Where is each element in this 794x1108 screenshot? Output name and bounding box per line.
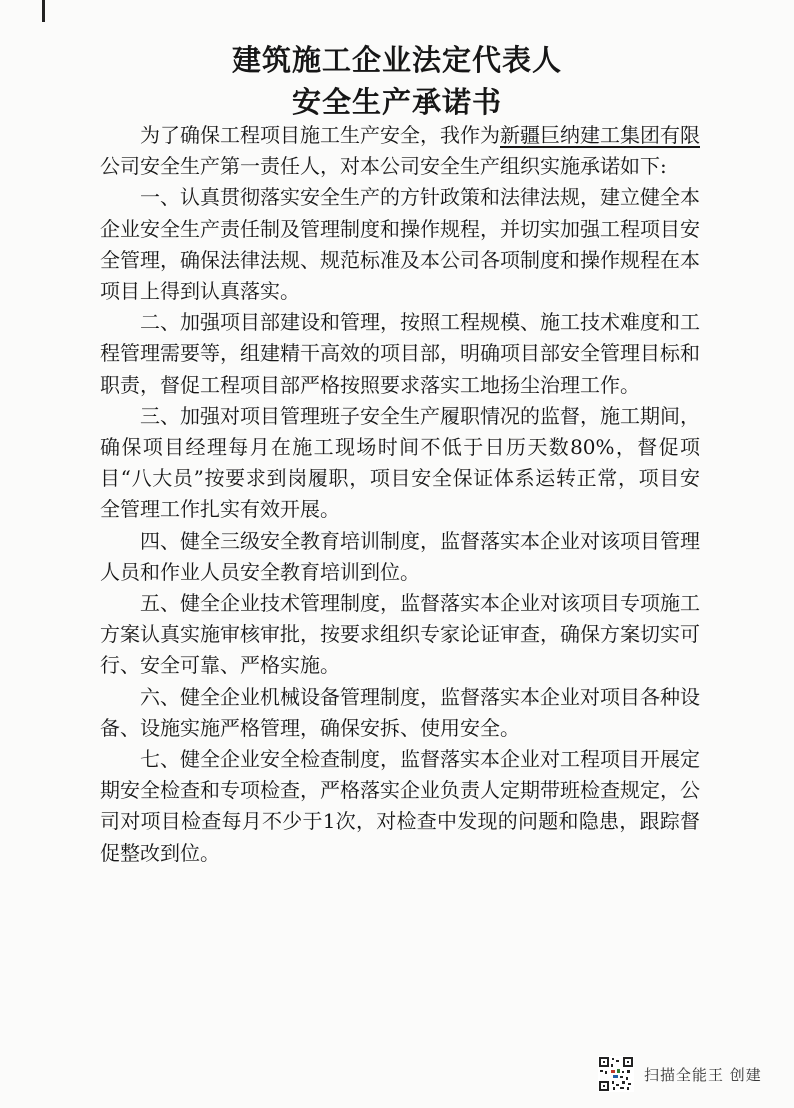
intro-before: 为了确保工程项目施工生产安全，我作为 xyxy=(140,123,500,147)
qr-code-icon xyxy=(598,1056,634,1092)
intro-paragraph xyxy=(100,120,700,182)
document-body xyxy=(100,120,700,869)
commitment-item-1: 一、认真贯彻落实安全生产的方针政策和法律法规，建立健全本企业安全生产责任制及管理制度和操作规程，并切实加强工程项目安全管理，确保法律法规、规范标准及本公司各项制度和操作规程在本项目上得到认真落实。 xyxy=(100,185,700,304)
commitment-item-2: 二、加强项目部建设和管理，按照工程规模、施工技术难度和工程管理需要等，组建精干高效的项目部，明确项目部安全管理目标和职责，督促工程项目部严格按照要求落实工地扬尘治理工作。 xyxy=(100,310,700,397)
commitment-item-3: 三、加强对项目管理班子安全生产履职情况的监督，施工期间，确保项目经理每月在施工现场时间不低于日历天数80%，督促项目“八大员”按要求到岗履职，项目安全保证体系运转正常，项目安全管理工作扎实有效开展。 xyxy=(100,403,700,522)
document-title-line-2: 安全生产承诺书 xyxy=(291,85,502,119)
intro-after: 公司安全生产第一责任人，对本公司安全生产组织实施承诺如下: xyxy=(100,154,667,179)
commitment-item-7: 七、健全企业安全检查制度，监督落实本企业对工程项目开展定期安全检查和专项检查，严格落实企业负责人定期带班检查规定，公司对项目检查每月不少于1次，对检查中发现的问题和隐患，跟踪督促整改到位。 xyxy=(100,747,700,865)
company-name: 新疆巨纳建工集团有限 xyxy=(500,123,700,147)
scanner-watermark xyxy=(598,1054,762,1094)
commitment-item-5: 五、健全企业技术管理制度，监督落实本企业对该项目专项施工方案认真实施审核审批，按要求组织专家论证审查，确保方案切实可行、安全可靠、严格实施。 xyxy=(100,591,700,678)
scan-edge-mark xyxy=(42,0,45,22)
commitment-item-6: 六、健全企业机械设备管理制度，监督落实本企业对项目各种设备、设施实施严格管理，确保安拆、使用安全。 xyxy=(100,684,700,740)
commitment-item-4: 四、健全三级安全教育培训制度，监督落实本企业对该项目管理人员和作业人员安全教育培训到位。 xyxy=(100,528,700,584)
document-title-line-1: 建筑施工企业法定代表人 xyxy=(231,43,562,77)
scanner-credit-text: 扫描全能王 创建 xyxy=(644,1065,762,1084)
